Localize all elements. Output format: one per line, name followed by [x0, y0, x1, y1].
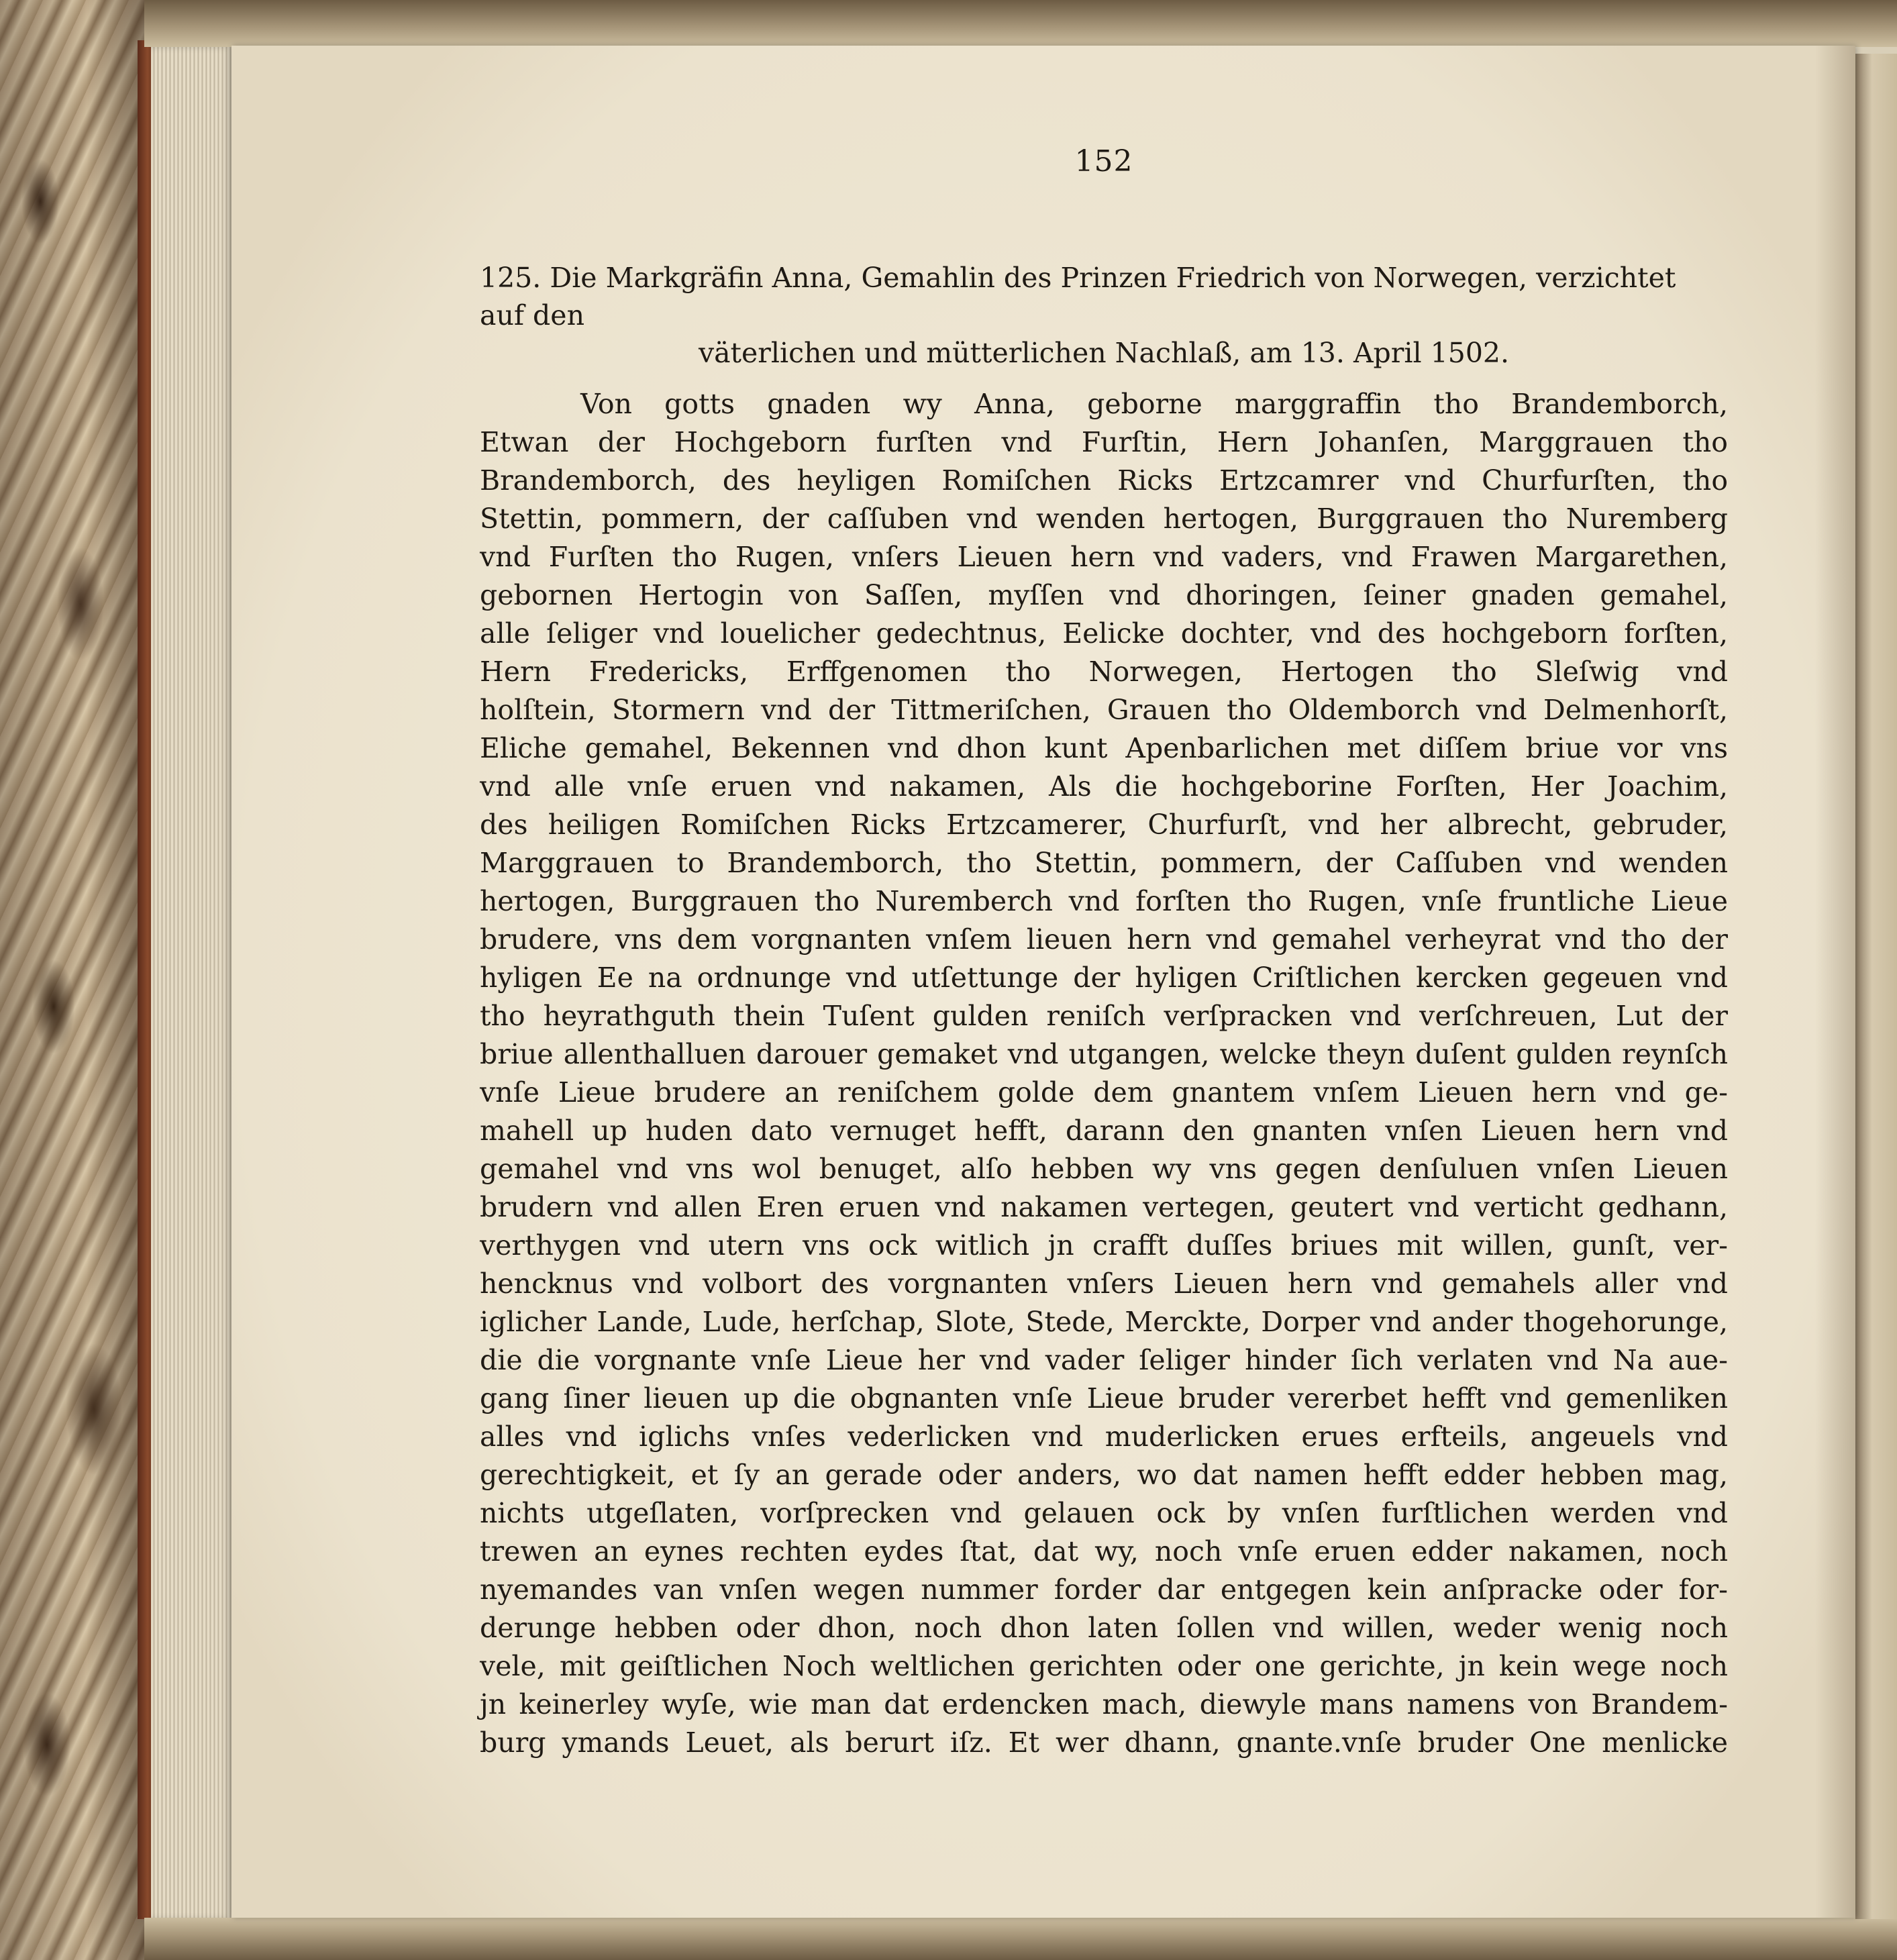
text-line: Eliche gemahel, Bekennen vnd dhon kunt Apenbarlichen met diſſem briue vor vns [480, 732, 1728, 764]
heading-line-1: 125. Die Markgräfin Anna, Gemahlin des Prinzen Friedrich von Norwegen, verzichtet auf den [480, 262, 1676, 331]
document-heading [480, 259, 1728, 372]
text-line: Stettin, pommern, der caſſuben vnd wenden hertogen, Burggrauen tho Nuremberg [480, 503, 1728, 535]
text-line: trewen an eynes rechten eydes ſtat, dat wy, noch vnſe eruen edder nakamen, noch [480, 1535, 1728, 1567]
text-line: alles vnd iglichs vnſes vederlicken vnd muderlicken erues erfteils, angeuels vnd [480, 1421, 1728, 1453]
text-line: gang ſiner lieuen up die obgnanten vnſe Lieue bruder vererbet hefft vnd gemenliken [480, 1382, 1728, 1414]
text-line: jn keinerley wyſe, wie man dat erdencken mach, diewyle mans namens von Brandem- [480, 1688, 1728, 1720]
text-line: alle ſeliger vnd louelicher gedechtnus, Eelicke dochter, vnd des hochgeborn forſten, [480, 617, 1728, 650]
text-line: gebornen Hertogin von Saſſen, myſſen vnd dhoringen, ſeiner gnaden gemahel, [480, 579, 1728, 611]
text-line: gerechtigkeit, et ſy an gerade oder anders, wo dat namen hefft edder hebben mag, [480, 1459, 1728, 1491]
text-line: holſtein, Stormern vnd der Tittmeriſchen, Grauen tho Oldemborch vnd Delmenhorſt, [480, 694, 1728, 726]
body-text [480, 385, 1728, 1762]
text-line: Hern Fredericks, Erffgenomen tho Norwegen, Hertogen tho Sleſwig vnd [480, 656, 1728, 688]
text-line: Von gotts gnaden wy Anna, geborne marggraffin tho Brandemborch, [580, 388, 1728, 420]
text-line: hencknus vnd volbort des vorgnanten vnſers Lieuen hern vnd gemahels aller vnd [480, 1268, 1728, 1300]
page-edges [151, 47, 232, 1919]
text-line: vnſe Lieue brudere an reniſchem golde dem gnantem vnſem Lieuen hern vnd ge- [480, 1076, 1728, 1108]
text-line: Etwan der Hochgeborn furſten vnd Furſtin, Hern Johanſen, Marggrauen tho [480, 426, 1728, 458]
page-number: 152 [1074, 144, 1133, 178]
text-line: hertogen, Burggrauen tho Nuremberch vnd forſten tho Rugen, vnſe fruntliche Lieue [480, 885, 1728, 917]
cover-shadow [0, 0, 144, 1960]
text-line: vnd Furſten tho Rugen, vnſers Lieuen hern vnd vaders, vnd Frawen Margarethen, [480, 541, 1728, 573]
top-edge [144, 0, 1897, 47]
bottom-edge [144, 1918, 1897, 1960]
text-line: Marggrauen to Brandemborch, tho Stettin, pommern, der Caſſuben vnd wenden [480, 847, 1728, 879]
heading-line-2: väterlichen und mütterlichen Nachlaß, am 13. April 1502. [698, 337, 1510, 369]
text-line: derunge hebben oder dhon, noch dhon laten ſollen vnd willen, weder wenig noch [480, 1612, 1728, 1644]
text-line: vele, mit geiſtlichen Noch weltlichen gerichten oder one gerichte, jn kein wege noch [480, 1650, 1728, 1682]
text-block [480, 127, 1728, 1762]
text-line: nyemandes van vnſen wegen nummer forder dar entgegen kein anſpracke oder for- [480, 1574, 1728, 1606]
text-line: iglicher Lande, Lude, herſchap, Slote, Stede, Merckte, Dorper vnd ander thogehorunge, [480, 1306, 1728, 1338]
text-line: verthygen vnd utern vns ock witlich jn crafft duſſes briues mit willen, gunſt, ver- [480, 1229, 1728, 1261]
page-gutter [1815, 46, 1855, 1918]
text-line: nichts utgeſlaten, vorſprecken vnd gelauen ock by vnſen furſtlichen werden vnd [480, 1497, 1728, 1529]
text-line: des heiligen Romiſchen Ricks Ertzcamerer, Churfurſt, vnd her albrecht, gebruder, [480, 809, 1728, 841]
text-line: tho heyrathguth thein Tuſent gulden reniſch verſpracken vnd verſchreuen, Lut der [480, 1000, 1728, 1032]
text-line: brudere, vns dem vorgnanten vnſem lieuen hern vnd gemahel verheyrat vnd tho der [480, 923, 1728, 956]
text-line: vnd alle vnſe eruen vnd nakamen, Als die hochgeborine Forſten, Her Joachim, [480, 770, 1728, 803]
facing-page-edge [1855, 54, 1897, 1919]
text-line: Brandemborch, des heyligen Romiſchen Ricks Ertzcamrer vnd Churfurſten, tho [480, 464, 1728, 497]
text-line: brudern vnd allen Eren eruen vnd nakamen vertegen, geutert vnd verticht gedhann, [480, 1191, 1728, 1223]
text-line: burg ymands Leuet, als berurt iſz. Et wer dhann, gnante.vnſe bruder One menlicke [480, 1726, 1728, 1759]
text-line: hyligen Ee na ordnunge vnd utſettunge der hyligen Criſtlichen kercken gegeuen vnd [480, 962, 1728, 994]
text-line: die die vorgnante vnſe Lieue her vnd vader ſeliger hinder ſich verlaten vnd Na aue- [480, 1344, 1728, 1376]
text-line: mahell up huden dato vernuget hefft, darann den gnanten vnſen Lieuen hern vnd [480, 1115, 1728, 1147]
text-line: gemahel vnd vns wol benuget, alſo hebben wy vns gegen denſuluen vnſen Lieuen [480, 1153, 1728, 1185]
text-line: briue allenthalluen darouer gemaket vnd utgangen, welcke theyn duſent gulden reynſch [480, 1038, 1728, 1070]
